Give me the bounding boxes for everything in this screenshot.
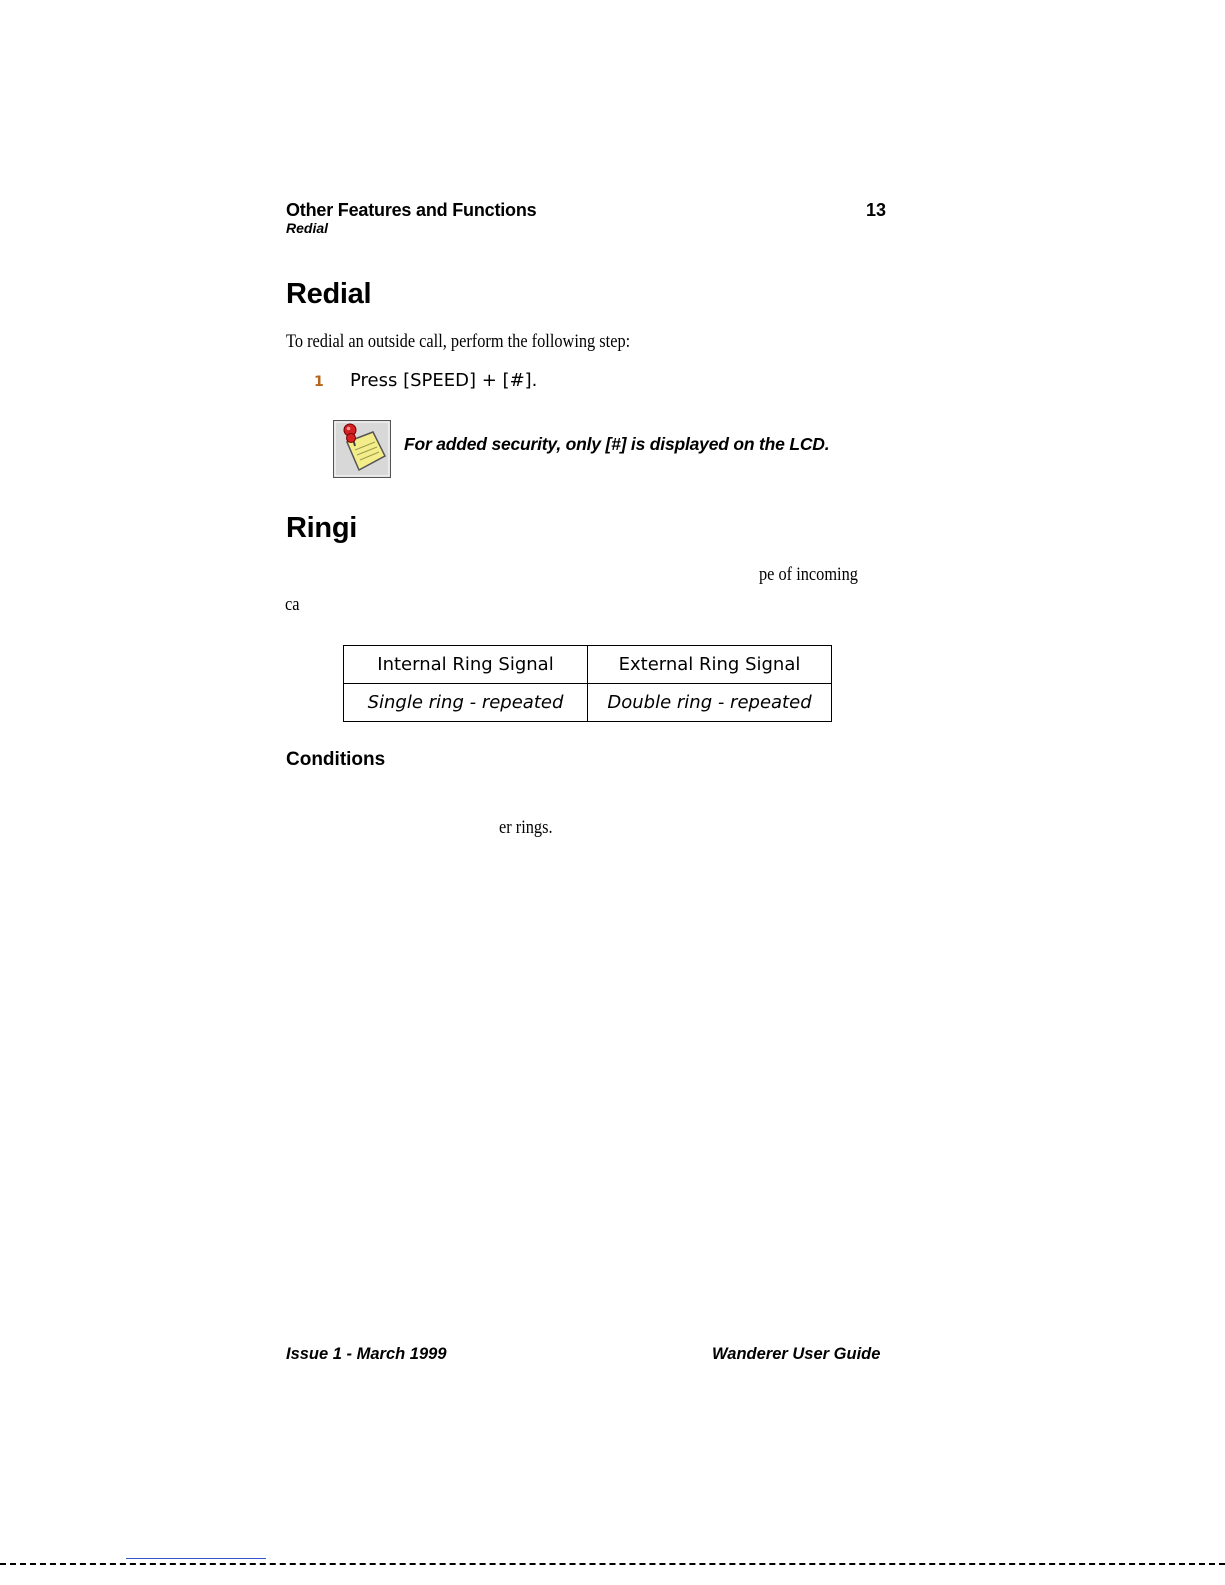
step-text: Press [SPEED] + [#]. — [350, 370, 538, 391]
table-cell-internal: Single ring - repeated — [344, 684, 588, 722]
redial-heading: Redial — [286, 278, 372, 310]
ringing-fragment-left: ca — [285, 594, 300, 615]
redial-intro: To redial an outside call, perform the following step: — [286, 331, 631, 352]
page-number: 13 — [866, 200, 887, 220]
conditions-heading: Conditions — [286, 749, 386, 770]
table-header-internal: Internal Ring Signal — [344, 646, 588, 684]
ringing-fragment-right: pe of incoming — [759, 564, 858, 585]
ringing-heading: Ringi — [286, 512, 357, 544]
table-cell-external: Double ring - repeated — [588, 684, 832, 722]
note-text: For added security, only [#] is displayed on the LCD. — [404, 434, 830, 454]
footer-guide-title: Wanderer User Guide — [712, 1345, 881, 1363]
link-underline — [126, 1558, 266, 1559]
table-header-row — [344, 646, 832, 684]
conditions-fragment: er rings. — [499, 817, 553, 838]
ring-signal-table — [343, 645, 832, 722]
running-header-subtitle: Redial — [286, 220, 329, 236]
step-number: 1 — [314, 374, 324, 390]
table-row — [344, 684, 832, 722]
pushpin-note-icon — [333, 420, 391, 478]
table-header-external: External Ring Signal — [588, 646, 832, 684]
running-header-title: Other Features and Functions — [286, 200, 537, 220]
footer-issue: Issue 1 - March 1999 — [286, 1345, 447, 1363]
page-bottom-divider — [0, 1563, 1225, 1565]
